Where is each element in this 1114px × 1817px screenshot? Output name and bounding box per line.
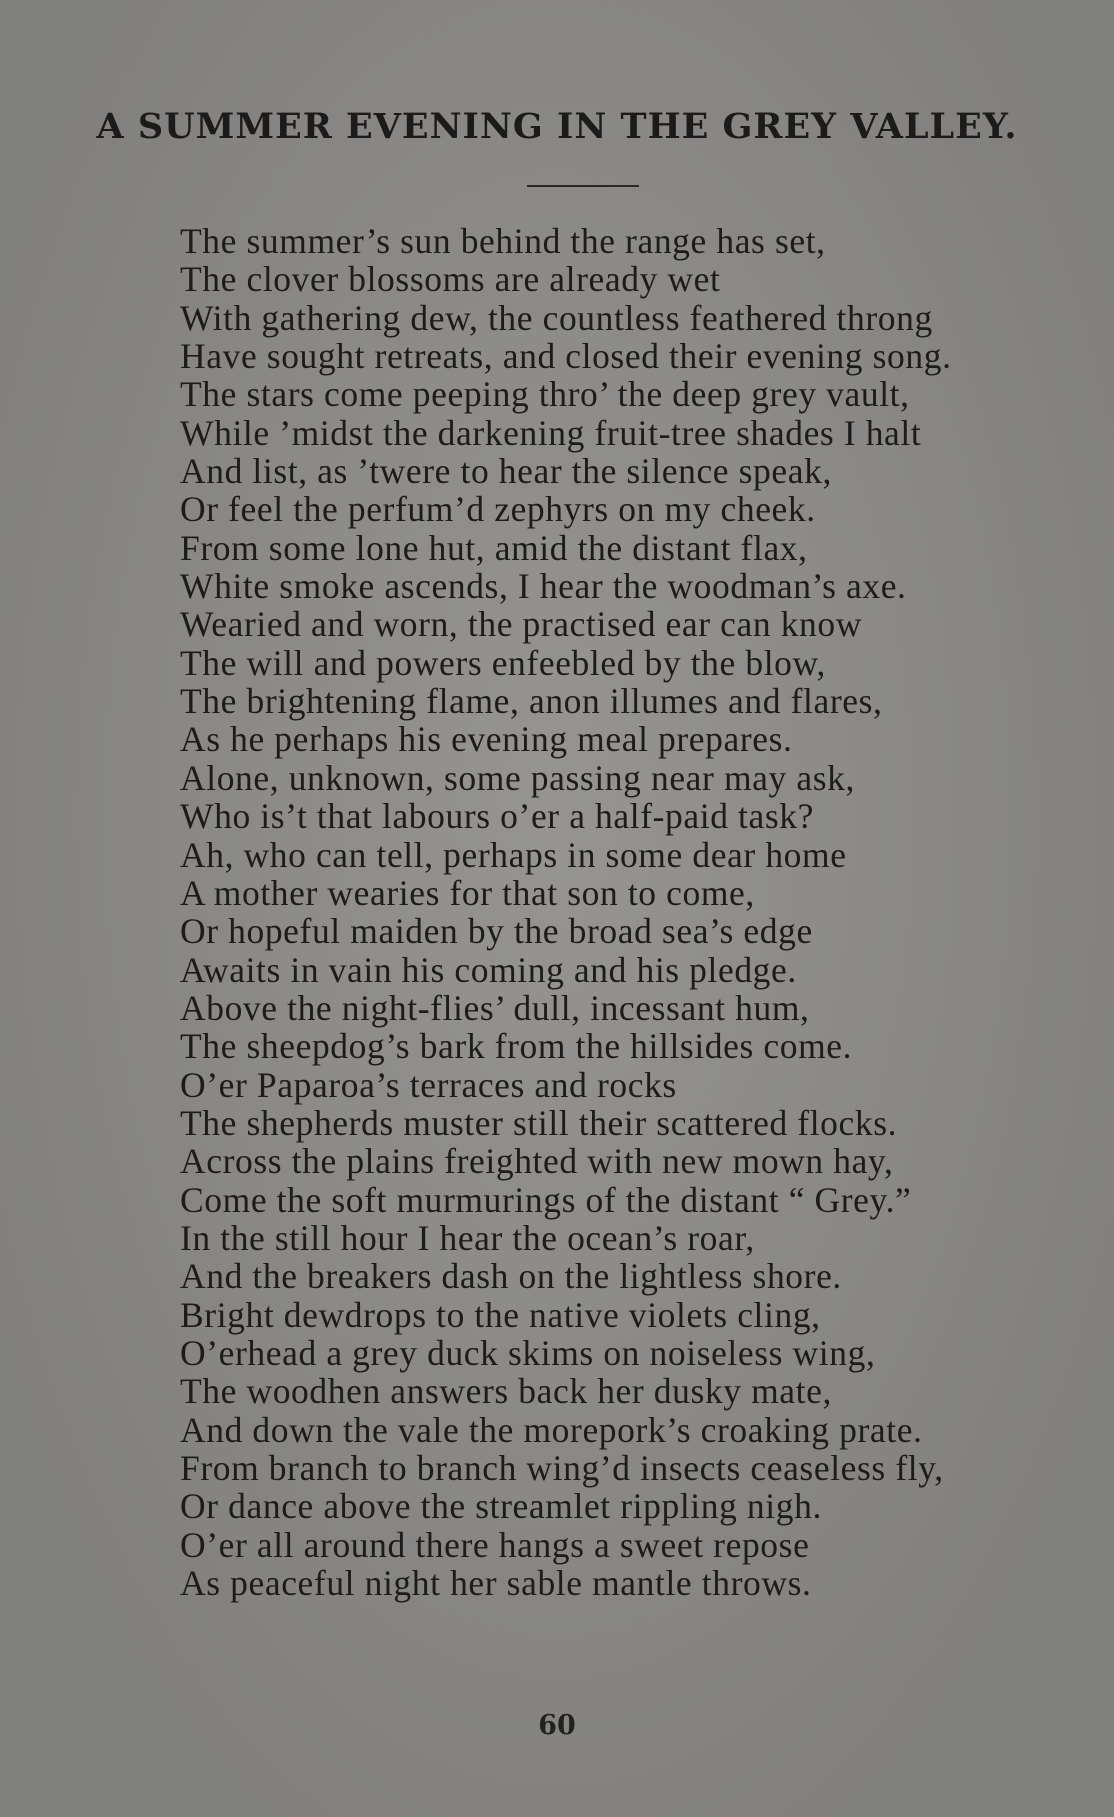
poem-line: Come the soft murmurings of the distant “ Grey.” — [180, 1179, 912, 1220]
poem-line: As he perhaps his evening meal prepares. — [180, 719, 793, 760]
poem-line: The sheepdog’s bark from the hillsides come. — [180, 1026, 853, 1067]
poem-body — [180, 222, 1040, 1602]
poem-line: Or feel the perfum’d zephyrs on my cheek. — [180, 489, 816, 530]
poem-line: Have sought retreats, and closed their evening song. — [180, 336, 952, 377]
title-divider — [527, 185, 639, 187]
poem-line: Above the night-flies’ dull, incessant hum, — [180, 987, 810, 1028]
poem-line: And list, as ’twere to hear the silence speak, — [180, 451, 832, 492]
poem-line: Who is’t that labours o’er a half-paid task? — [180, 796, 814, 837]
poem-line: The will and powers enfeebled by the blow, — [180, 642, 826, 683]
poem-line: The clover blossoms are already wet — [180, 259, 721, 300]
poem-line: White smoke ascends, I hear the woodman’s axe. — [180, 566, 907, 607]
poem-line: As peaceful night her sable mantle throws. — [180, 1563, 812, 1604]
poem-line: Ah, who can tell, perhaps in some dear home — [180, 834, 847, 875]
poem-line: The woodhen answers back her dusky mate, — [180, 1371, 832, 1412]
poem-line: With gathering dew, the countless feathered throng — [180, 297, 933, 338]
poem-line: And down the vale the morepork’s croaking prate. — [180, 1409, 923, 1450]
poem-line: In the still hour I hear the ocean’s roar, — [180, 1217, 755, 1258]
poem-line: Across the plains freighted with new mown hay, — [180, 1141, 894, 1182]
poem-line: A mother wearies for that son to come, — [180, 872, 755, 913]
poem-line: The shepherds muster still their scattered flocks. — [180, 1102, 898, 1143]
poem-line: Wearied and worn, the practised ear can know — [180, 604, 862, 645]
poem-line: From branch to branch wing’d insects ceaseless fly, — [180, 1448, 944, 1488]
poem-line: And the breakers dash on the lightless shore. — [180, 1256, 842, 1297]
poem-line: O’erhead a grey duck skims on noiseless wing, — [180, 1332, 876, 1373]
poem-line: Awaits in vain his coming and his pledge. — [180, 949, 797, 990]
poem-line: Bright dewdrops to the native violets cling, — [180, 1294, 821, 1335]
poem-line: O’er Paparoa’s terraces and rocks — [180, 1064, 677, 1105]
poem-line: From some lone hut, amid the distant flax, — [180, 527, 808, 568]
poem-line: The stars come peeping thro’ the deep grey vault, — [180, 374, 910, 415]
poem-line: O’er all around there hangs a sweet repose — [180, 1524, 810, 1565]
poem-line: Or dance above the streamlet rippling nigh. — [180, 1486, 822, 1527]
page-number: 60 — [538, 1710, 576, 1741]
poem-line: The summer’s sun behind the range has set, — [180, 221, 826, 261]
poem-line: The brightening flame, anon illumes and flares, — [180, 681, 883, 722]
poem-line: While ’midst the darkening fruit-tree shades I halt — [180, 412, 922, 453]
poem-title: A SUMMER EVENING IN THE GREY VALLEY. — [96, 106, 1018, 147]
poem-line: Alone, unknown, some passing near may ask, — [180, 757, 855, 798]
poem-line: Or hopeful maiden by the broad sea’s edge — [180, 911, 813, 952]
